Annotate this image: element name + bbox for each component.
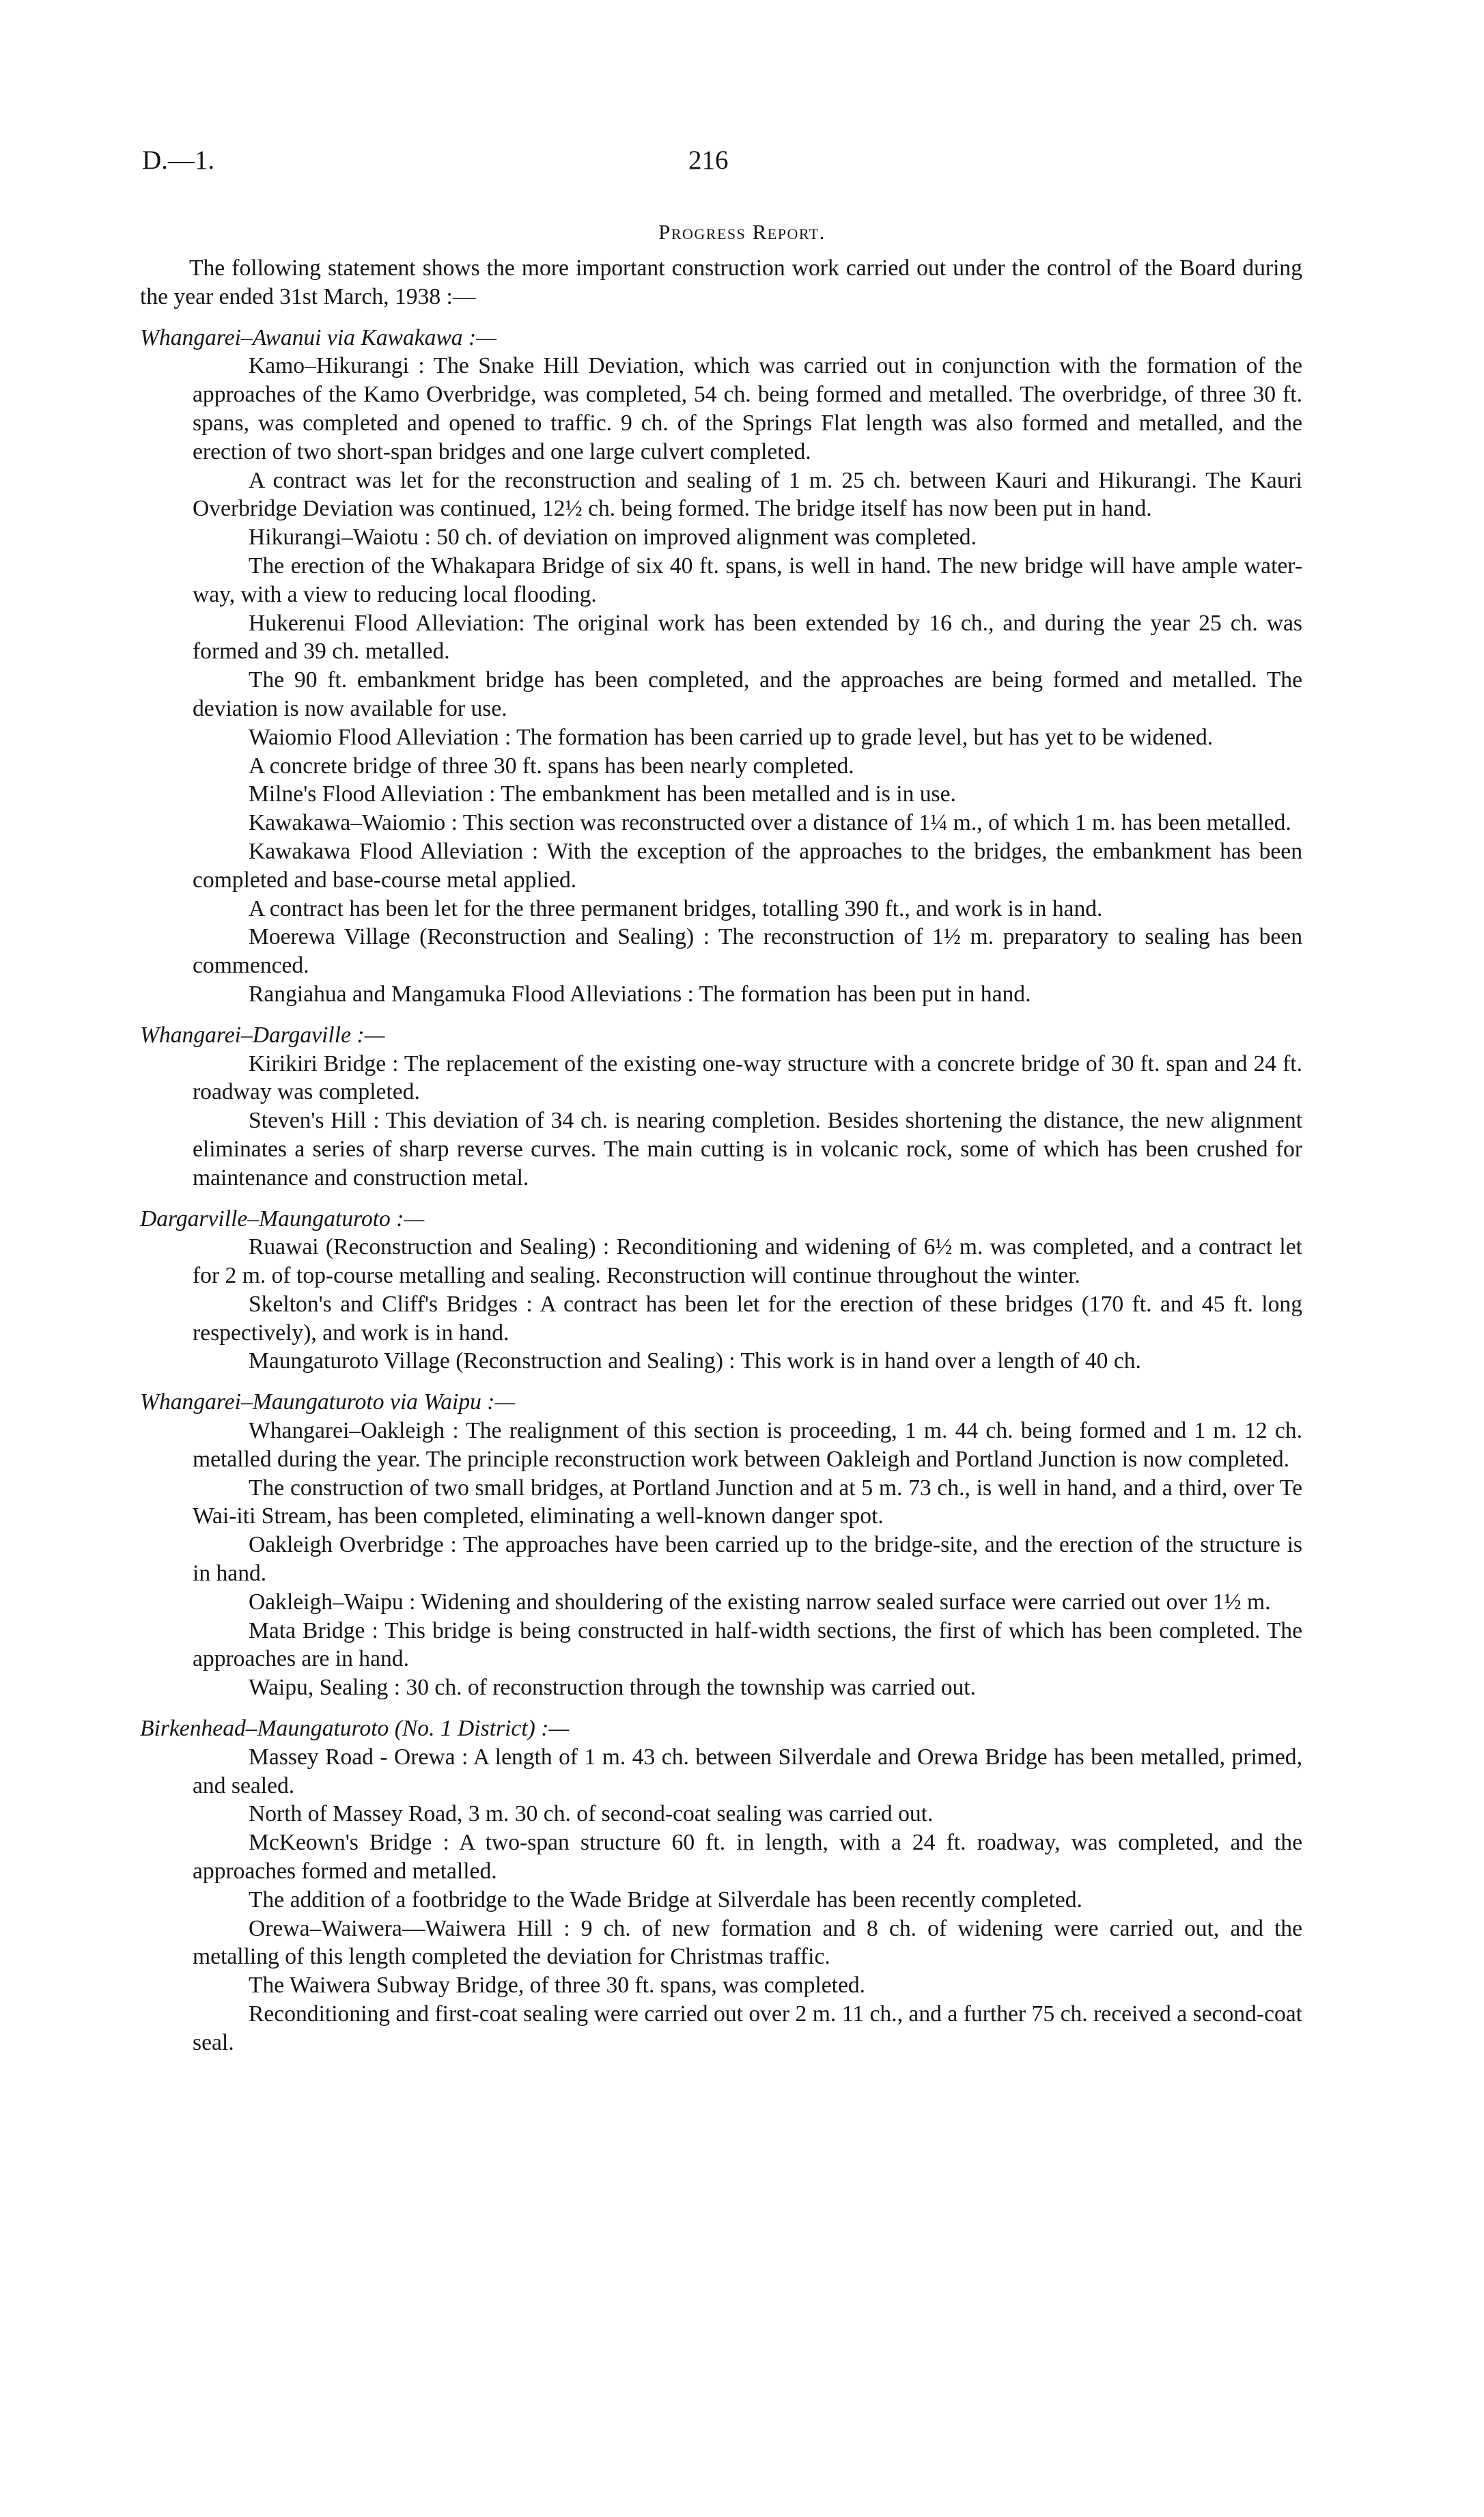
section-whangarei-dargaville — [140, 1021, 1302, 1193]
paragraph: Hukerenui Flood Alleviation: The original work has been extended by 16 ch., and during the year 25 ch. was formed and 39 ch. metalled. — [193, 610, 1302, 665]
section-whangarei-maungaturoto-via-waipu — [140, 1388, 1302, 1702]
section-paragraphs — [193, 1233, 1302, 1376]
page-header — [0, 145, 1484, 186]
paragraph: The Waiwera Subway Bridge, of three 30 ft. spans, was completed. — [249, 1973, 866, 1999]
section-heading: Whangarei–Awanui via Kawakawa :— — [140, 324, 497, 350]
section-paragraphs — [193, 352, 1302, 1008]
section-birkenhead-maungaturoto — [140, 1714, 1302, 2057]
paragraph: Orewa–Waiwera—Waiwera Hill : 9 ch. of new formation and 8 ch. of widening were carried out, and the metalling of this length completed the deviation for Christmas traffic. — [193, 1915, 1302, 1970]
paragraph: Kawakawa Flood Alleviation : With the exception of the approaches to the bridges, the embankment has been completed and base-course metal applied. — [193, 838, 1302, 893]
paragraph: Rangiahua and Mangamuka Flood Alleviations : The formation has been put in hand. — [249, 981, 1031, 1007]
report-title: Progress Report. — [658, 220, 826, 244]
paragraph: Whangarei–Oakleigh : The realignment of this section is proceeding, 1 m. 44 ch. being formed and 1 m. 12 ch. metalled during the year. The principle reconstruction work between Oakleigh and Portland Junction is now completed. — [193, 1418, 1302, 1472]
paragraph: Maungaturoto Village (Reconstruction and Sealing) : This work is in hand over a length of 40 ch. — [249, 1348, 1141, 1374]
paragraph: Mata Bridge : This bridge is being constructed in half-width sections, the first of which has been completed. The approaches are in hand. — [193, 1617, 1302, 1672]
paragraph: A contract was let for the reconstruction and sealing of 1 m. 25 ch. between Kauri and Hikurangi. The Kauri Overbridge Deviation was continued, 12½ ch. being formed. The bridge itself has now been put in hand. — [193, 467, 1302, 522]
paragraph: Waipu, Sealing : 30 ch. of reconstruction through the township was carried out. — [249, 1675, 977, 1701]
paragraph: Steven's Hill : This deviation of 34 ch. is nearing completion. Besides shortening the distance, the new alignment eliminates a series of sharp reverse curves. The main cutting is in volcanic rock, some of which has been crushed for maintenance and construction metal. — [193, 1108, 1302, 1191]
report-body — [140, 254, 1302, 2057]
paragraph: Hikurangi–Waiotu : 50 ch. of deviation on improved alignment was completed. — [249, 525, 977, 551]
paragraph: McKeown's Bridge : A two-span structure 60 ft. in length, with a 24 ft. roadway, was completed, and the approaches formed and metalled. — [193, 1830, 1302, 1885]
page-number: 216 — [688, 145, 729, 175]
paragraph: Moerewa Village (Reconstruction and Sealing) : The reconstruction of 1½ m. preparatory to sealing has been commenced. — [193, 924, 1302, 979]
paragraph: The addition of a footbridge to the Wade Bridge at Silverdale has been recently completed. — [249, 1887, 1082, 1913]
paragraph: Massey Road - Orewa : A length of 1 m. 43 ch. between Silverdale and Orewa Bridge has been metalled, primed, and sealed. — [193, 1744, 1302, 1798]
intro-paragraph: The following statement shows the more important construction work carried out under the control of the Board during the year ended 31st March, 1938 :— — [140, 255, 1302, 309]
section-paragraphs — [193, 1417, 1302, 1702]
paragraph: A contract has been let for the three permanent bridges, totalling 390 ft., and work is in hand. — [249, 895, 1103, 921]
section-heading: Whangarei–Maungaturoto via Waipu :— — [140, 1389, 516, 1415]
section-heading: Dargarville–Maungaturoto :— — [140, 1206, 425, 1232]
paragraph: Oakleigh Overbridge : The approaches have been carried up to the bridge-site, and the erection of the structure is in hand. — [193, 1532, 1302, 1587]
document-reference: D.—1. — [142, 145, 215, 175]
paragraph: Kawakawa–Waiomio : This section was reconstructed over a distance of 1¼ m., of which 1 m. has been metalled. — [249, 810, 1291, 836]
paragraph: The 90 ft. embankment bridge has been completed, and the approaches are being formed and metalled. The deviation is now available for use. — [193, 667, 1302, 721]
paragraph: The erection of the Whakapara Bridge of six 40 ft. spans, is well in hand. The new bridge will have ample water-way, with a view to reducing local flooding. — [193, 553, 1302, 607]
paragraph: Kamo–Hikurangi : The Snake Hill Deviation, which was carried out in conjunction with the formation of the approaches of the Kamo Overbridge, was completed, 54 ch. being formed and metalled. The overbridge, of three 30 ft. spans, was completed and opened to traffic. 9 ch. of the Springs Flat length was also formed and metalled, and the erection of two short-span bridges and one large culvert completed. — [193, 353, 1302, 464]
section-paragraphs — [193, 1050, 1302, 1193]
paragraph: A concrete bridge of three 30 ft. spans has been nearly completed. — [249, 753, 854, 779]
paragraph: Waiomio Flood Alleviation : The formation has been carried up to grade level, but has yet to be widened. — [249, 724, 1214, 750]
section-heading: Birkenhead–Maungaturoto (No. 1 District) :— — [140, 1716, 570, 1742]
section-heading: Whangarei–Dargaville :— — [140, 1022, 385, 1048]
paragraph: Oakleigh–Waipu : Widening and shouldering of the existing narrow sealed surface were carried out over 1½ m. — [249, 1589, 1271, 1615]
paragraph: North of Massey Road, 3 m. 30 ch. of second-coat sealing was carried out. — [249, 1801, 934, 1827]
paragraph: Skelton's and Cliff's Bridges : A contract has been let for the erection of these bridges (170 ft. and 45 ft. long respectively), and work is in hand. — [193, 1291, 1302, 1346]
paragraph: The construction of two small bridges, at Portland Junction and at 5 m. 73 ch., is well in hand, and a third, over Te Wai-iti Stream, has been completed, eliminating a well-known danger spot. — [193, 1475, 1302, 1529]
paragraph: Kirikiri Bridge : The replacement of the existing one-way structure with a concrete bridge of 30 ft. span and 24 ft. roadway was completed. — [193, 1051, 1302, 1105]
paragraph: Milne's Flood Alleviation : The embankment has been metalled and is in use. — [249, 781, 956, 807]
section-whangarei-awanui — [140, 324, 1302, 1009]
section-paragraphs — [193, 1743, 1302, 2057]
paragraph: Reconditioning and first-coat sealing were carried out over 2 m. 11 ch., and a further 75 ch. received a second-coat seal. — [193, 2001, 1302, 2055]
section-dargaville-maungaturoto — [140, 1205, 1302, 1376]
paragraph: Ruawai (Reconstruction and Sealing) : Reconditioning and widening of 6½ m. was completed, and a contract let for 2 m. of top-course metalling and sealing. Reconstruction will continue throughout the winter. — [193, 1234, 1302, 1289]
